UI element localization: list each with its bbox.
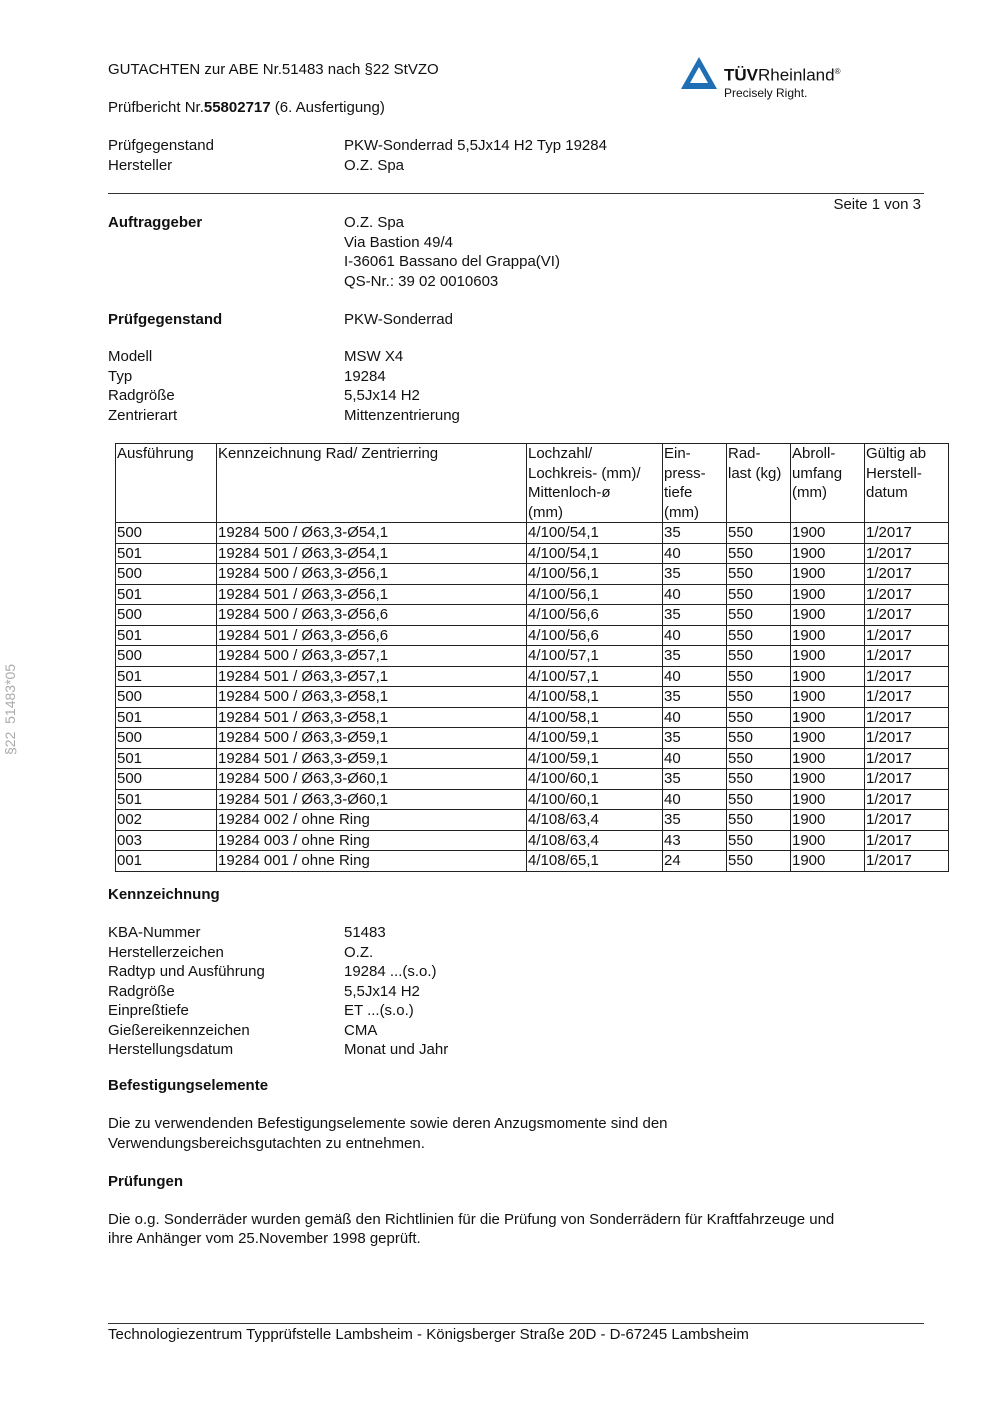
- label: Radgröße: [108, 982, 175, 1000]
- table-cell: 4/100/56,1: [527, 564, 663, 585]
- label: Herstellungsdatum: [108, 1041, 234, 1058]
- header-info: [108, 136, 607, 175]
- value: O.Z.: [344, 943, 374, 961]
- table-cell: 1/2017: [865, 564, 949, 585]
- table-cell: 35: [663, 523, 727, 544]
- table-cell: 1/2017: [865, 707, 949, 728]
- label: Prüfgegenstand: [108, 311, 223, 328]
- kv-row: [108, 962, 448, 982]
- table-cell: 501: [116, 707, 217, 728]
- table-cell: 001: [116, 851, 217, 872]
- table-cell: 1900: [791, 523, 865, 544]
- table-cell: 40: [663, 789, 727, 810]
- value: PKW-Sonderrad: [344, 311, 453, 328]
- table-cell: 550: [727, 728, 791, 749]
- table-cell: 1900: [791, 769, 865, 790]
- specs-block: [108, 347, 460, 425]
- table-cell: 550: [727, 646, 791, 667]
- kv-row: [108, 1001, 448, 1021]
- table-cell: 19284 500 / Ø63,3-Ø60,1: [217, 769, 527, 790]
- value: Mittenzentrierung: [344, 406, 460, 424]
- table-row: [116, 789, 949, 810]
- table-cell: 1900: [791, 830, 865, 851]
- table-cell: 1900: [791, 851, 865, 872]
- table-cell: 1900: [791, 605, 865, 626]
- kv-row: [108, 367, 460, 387]
- table-cell: 500: [116, 728, 217, 749]
- table-cell: 35: [663, 810, 727, 831]
- table-cell: 40: [663, 748, 727, 769]
- value: 51483: [344, 924, 386, 941]
- client-block: [108, 213, 560, 291]
- label: Zentrierart: [108, 406, 178, 424]
- table-cell: 40: [663, 584, 727, 605]
- table-header-row: [116, 444, 949, 523]
- table-cell: 1900: [791, 728, 865, 749]
- marking-block: [108, 923, 448, 1060]
- kv-row: [108, 1040, 448, 1060]
- table-cell: 500: [116, 646, 217, 667]
- table-cell: 550: [727, 523, 791, 544]
- table-cell: 40: [663, 666, 727, 687]
- table-cell: 501: [116, 666, 217, 687]
- table-cell: 4/100/56,6: [527, 625, 663, 646]
- table-cell: 1/2017: [865, 789, 949, 810]
- table-cell: 550: [727, 564, 791, 585]
- table-cell: 35: [663, 687, 727, 708]
- table-cell: 550: [727, 543, 791, 564]
- table-cell: 4/100/60,1: [527, 769, 663, 790]
- table-row: [116, 707, 949, 728]
- value: QS-Nr.: 39 02 0010603: [344, 272, 499, 290]
- table-cell: 550: [727, 748, 791, 769]
- table-cell: 550: [727, 687, 791, 708]
- table-cell: 19284 500 / Ø63,3-Ø59,1: [217, 728, 527, 749]
- table-cell: 19284 001 / ohne Ring: [217, 851, 527, 872]
- table-cell: 35: [663, 605, 727, 626]
- table-row: [116, 687, 949, 708]
- kv-row: [108, 943, 448, 963]
- table-cell: 1900: [791, 707, 865, 728]
- table-cell: 1/2017: [865, 543, 949, 564]
- table-cell: 1900: [791, 748, 865, 769]
- table-row: [116, 728, 949, 749]
- table-cell: 19284 003 / ohne Ring: [217, 830, 527, 851]
- table-cell: 500: [116, 769, 217, 790]
- table-row: [116, 748, 949, 769]
- table-cell: 550: [727, 605, 791, 626]
- value: I-36061 Bassano del Grappa(VI): [344, 253, 560, 270]
- kv-row: [108, 1021, 448, 1041]
- table-cell: 500: [116, 605, 217, 626]
- table-cell: 1/2017: [865, 687, 949, 708]
- table-cell: 40: [663, 543, 727, 564]
- table-row: [116, 523, 949, 544]
- table-cell: 43: [663, 830, 727, 851]
- table-cell: 550: [727, 830, 791, 851]
- table-cell: 550: [727, 584, 791, 605]
- table-cell: 4/100/54,1: [527, 543, 663, 564]
- table-cell: 1900: [791, 564, 865, 585]
- label: Einpreßtiefe: [108, 1002, 189, 1019]
- table-cell: 550: [727, 810, 791, 831]
- value: 19284: [344, 367, 386, 385]
- table-cell: 4/100/57,1: [527, 666, 663, 687]
- table-cell: 1/2017: [865, 625, 949, 646]
- table-cell: 4/100/56,6: [527, 605, 663, 626]
- value: 5,5Jx14 H2: [344, 982, 420, 1000]
- report-suffix: (6. Ausfertigung): [270, 99, 385, 116]
- label: Hersteller: [108, 156, 173, 174]
- tests-text-2: ihre Anhänger vom 25.November 1998 geprüft.: [108, 1230, 421, 1247]
- subject-block: [108, 310, 453, 330]
- table-cell: 35: [663, 728, 727, 749]
- column-header: Kennzeichnung Rad/ Zentrierring: [217, 444, 527, 523]
- table-cell: 4/100/58,1: [527, 687, 663, 708]
- table-cell: 40: [663, 625, 727, 646]
- table-cell: 4/100/58,1: [527, 707, 663, 728]
- label: Modell: [108, 348, 153, 365]
- table-row: [116, 605, 949, 626]
- table-cell: 19284 501 / Ø63,3-Ø57,1: [217, 666, 527, 687]
- fastening-text-1: Die zu verwendenden Befestigungselemente sowie deren Anzugsmomente sind den: [108, 1115, 668, 1132]
- table-row: [116, 830, 949, 851]
- table-cell: 24: [663, 851, 727, 872]
- table-cell: 550: [727, 625, 791, 646]
- table-row: [116, 666, 949, 687]
- table-row: [116, 769, 949, 790]
- value: MSW X4: [344, 348, 404, 365]
- column-header: Ein- press- tiefe (mm): [663, 444, 727, 523]
- logo-brand-rest: Rheinland: [758, 65, 835, 85]
- table-cell: 4/100/56,1: [527, 584, 663, 605]
- table-cell: 501: [116, 625, 217, 646]
- label: Prüfgegenstand: [108, 137, 214, 154]
- table-cell: 500: [116, 687, 217, 708]
- table-cell: 1900: [791, 810, 865, 831]
- value: PKW-Sonderrad 5,5Jx14 H2 Typ 19284: [344, 137, 607, 154]
- logo-reg: ®: [834, 67, 841, 76]
- table-cell: 501: [116, 543, 217, 564]
- table-cell: 4/100/59,1: [527, 748, 663, 769]
- table-cell: 550: [727, 789, 791, 810]
- value: ET ...(s.o.): [344, 1002, 414, 1019]
- table-cell: 19284 501 / Ø63,3-Ø60,1: [217, 789, 527, 810]
- kv-row: [108, 386, 460, 406]
- tests-title: Prüfungen: [108, 1173, 183, 1190]
- column-header: Lochzahl/ Lochkreis- (mm)/ Mittenloch-ø (mm): [527, 444, 663, 523]
- column-header: Gültig ab Herstell- datum: [865, 444, 949, 523]
- table-cell: 19284 501 / Ø63,3-Ø54,1: [217, 543, 527, 564]
- table-cell: 35: [663, 769, 727, 790]
- page-number: Seite 1 von 3: [833, 196, 921, 213]
- table-cell: 4/108/63,4: [527, 830, 663, 851]
- table-cell: 500: [116, 564, 217, 585]
- logo-tagline: Precisely Right.: [724, 86, 808, 100]
- table-cell: 19284 002 / ohne Ring: [217, 810, 527, 831]
- table-cell: 19284 500 / Ø63,3-Ø58,1: [217, 687, 527, 708]
- table-cell: 4/108/65,1: [527, 851, 663, 872]
- logo-wordmark: [724, 62, 840, 85]
- table-cell: 550: [727, 707, 791, 728]
- divider: [108, 193, 924, 194]
- table-cell: 500: [116, 523, 217, 544]
- table-cell: 501: [116, 748, 217, 769]
- table-cell: 1900: [791, 666, 865, 687]
- table-cell: 19284 500 / Ø63,3-Ø56,6: [217, 605, 527, 626]
- table-cell: 19284 500 / Ø63,3-Ø54,1: [217, 523, 527, 544]
- table-cell: 002: [116, 810, 217, 831]
- fastening-title: Befestigungselemente: [108, 1077, 269, 1094]
- side-note: §22 51483*05: [2, 663, 18, 755]
- table-cell: 1900: [791, 687, 865, 708]
- value: CMA: [344, 1021, 378, 1039]
- logo-brand-bold: TÜV: [724, 65, 758, 85]
- report-title: GUTACHTEN zur ABE Nr.51483 nach §22 StVZO: [108, 61, 439, 78]
- table-row: [116, 851, 949, 872]
- label: KBA-Nummer: [108, 924, 201, 941]
- fastening-text-2: Verwendungsbereichsgutachten zu entnehmen.: [108, 1135, 425, 1152]
- table-cell: 1/2017: [865, 851, 949, 872]
- table-cell: 1/2017: [865, 646, 949, 667]
- value: 19284 ...(s.o.): [344, 963, 437, 980]
- label: Gießereikennzeichen: [108, 1021, 250, 1039]
- label: Auftraggeber: [108, 214, 203, 231]
- table-cell: 1900: [791, 543, 865, 564]
- table-row: [116, 564, 949, 585]
- table-cell: 550: [727, 851, 791, 872]
- table-row: [116, 810, 949, 831]
- table-cell: 19284 501 / Ø63,3-Ø59,1: [217, 748, 527, 769]
- table-cell: 35: [663, 564, 727, 585]
- value: Monat und Jahr: [344, 1041, 449, 1058]
- report-prefix: Prüfbericht Nr.: [108, 99, 204, 116]
- column-header: Abroll- umfang (mm): [791, 444, 865, 523]
- footer-text: Technologiezentrum Typprüfstelle Lambsheim - Königsberger Straße 20D - D-67245 Lambsheim: [108, 1326, 749, 1343]
- footer-divider: [108, 1323, 924, 1324]
- table-cell: 19284 501 / Ø63,3-Ø58,1: [217, 707, 527, 728]
- table-cell: 4/100/60,1: [527, 789, 663, 810]
- value: O.Z. Spa: [344, 214, 405, 231]
- table-cell: 003: [116, 830, 217, 851]
- table-cell: 1/2017: [865, 810, 949, 831]
- tuv-triangle-icon: [680, 56, 718, 90]
- label: Radgröße: [108, 387, 175, 404]
- tests-text-1: Die o.g. Sonderräder wurden gemäß den Richtlinien für die Prüfung von Sonderrädern für Kraftfahrzeuge und: [108, 1211, 835, 1228]
- table-row: [116, 584, 949, 605]
- table-row: [116, 646, 949, 667]
- table-row: [116, 625, 949, 646]
- table-row: [116, 543, 949, 564]
- marking-title: Kennzeichnung: [108, 886, 220, 903]
- report-number: [108, 98, 385, 118]
- value: Via Bastion 49/4: [344, 233, 453, 251]
- kv-row: [108, 406, 460, 426]
- report-no: 55802717: [203, 99, 271, 116]
- table-cell: 35: [663, 646, 727, 667]
- table-cell: 550: [727, 666, 791, 687]
- label: Radtyp und Ausführung: [108, 963, 265, 980]
- table-cell: 1/2017: [865, 523, 949, 544]
- table-cell: 1/2017: [865, 728, 949, 749]
- kv-row: [108, 347, 460, 367]
- table-cell: 4/100/57,1: [527, 646, 663, 667]
- kv-row: [108, 923, 448, 943]
- table-cell: 1/2017: [865, 830, 949, 851]
- table-cell: 40: [663, 707, 727, 728]
- label: Typ: [108, 367, 133, 385]
- table-cell: 4/108/63,4: [527, 810, 663, 831]
- value: 5,5Jx14 H2: [344, 387, 420, 404]
- table-cell: 1900: [791, 584, 865, 605]
- table-cell: 19284 501 / Ø63,3-Ø56,6: [217, 625, 527, 646]
- table-cell: 550: [727, 769, 791, 790]
- column-header: Ausführung: [116, 444, 217, 523]
- table-cell: 501: [116, 789, 217, 810]
- table-cell: 1/2017: [865, 605, 949, 626]
- table-cell: 1/2017: [865, 584, 949, 605]
- table-cell: 1900: [791, 646, 865, 667]
- table-cell: 19284 501 / Ø63,3-Ø56,1: [217, 584, 527, 605]
- table-cell: 19284 500 / Ø63,3-Ø56,1: [217, 564, 527, 585]
- kv-row: [108, 982, 448, 1002]
- table-cell: 1/2017: [865, 748, 949, 769]
- table-cell: 1900: [791, 789, 865, 810]
- table-cell: 4/100/54,1: [527, 523, 663, 544]
- label: Herstellerzeichen: [108, 943, 224, 961]
- value: O.Z. Spa: [344, 156, 405, 174]
- table-cell: 1/2017: [865, 769, 949, 790]
- table-cell: 1/2017: [865, 666, 949, 687]
- table-cell: 501: [116, 584, 217, 605]
- table-cell: 19284 500 / Ø63,3-Ø57,1: [217, 646, 527, 667]
- table-cell: 1900: [791, 625, 865, 646]
- table-cell: 4/100/59,1: [527, 728, 663, 749]
- variants-table: [115, 443, 949, 872]
- column-header: Rad- last (kg): [727, 444, 791, 523]
